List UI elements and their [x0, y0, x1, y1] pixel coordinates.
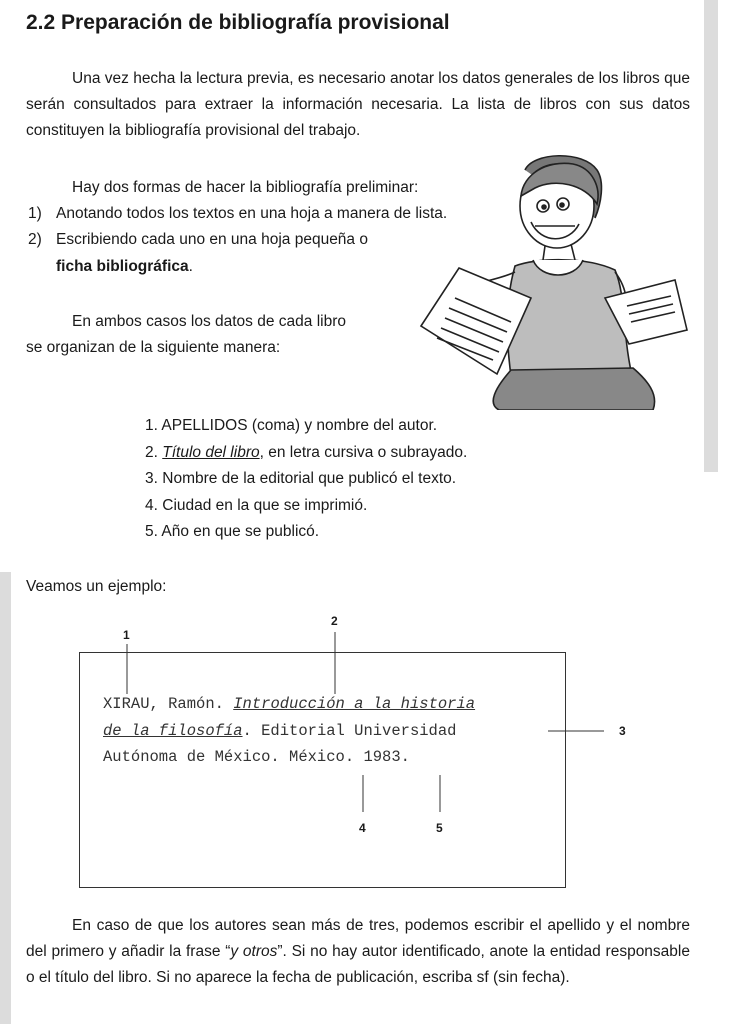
closing-paragraph [26, 913, 690, 991]
list-item-num: 1. [145, 417, 158, 434]
reference-author: XIRAU, Ramón. [103, 695, 234, 713]
ficha-term: ficha bibliográfica [56, 258, 189, 275]
callout-number-4: 4 [359, 821, 366, 835]
callout-number-5: 5 [436, 821, 443, 835]
closing-emphasis: y otros [230, 943, 278, 960]
list-item-text: APELLIDOS (coma) y nombre del autor. [161, 417, 438, 434]
list-item-num: 4. [145, 496, 158, 514]
forms-lead: Hay dos formas de hacer la bibliografía preliminar: [72, 179, 419, 196]
callout-number-1: 1 [123, 628, 130, 642]
reference-line-3: Autónoma de México. México. 1983. [103, 748, 410, 766]
ficha-period: . [188, 258, 193, 275]
list-item-num: 2. [145, 443, 158, 461]
forms-item-1-text: Anotando todos los textos en una hoja a manera de lista. [56, 205, 448, 222]
list-item-num: 5. [145, 523, 158, 540]
organize-line-2: se organizan de la siguiente manera: [26, 339, 281, 356]
closing-part-2: ”. Si no hay autor identificado, anote la entidad responsable o el título del libro. Si no aparece la fecha de publicación, escriba sf (sin fecha). [26, 943, 690, 986]
reference-title-part-1: Introducción a la historia [233, 695, 476, 713]
forms-item-1-num: 1) [28, 205, 42, 222]
callout-number-3: 3 [619, 724, 626, 738]
list-item-text: Año en que se publicó. [161, 523, 320, 540]
section-title: 2.2 Preparación de bibliografía provisional [26, 11, 450, 34]
list-item-text: , en letra cursiva o subrayado. [259, 443, 468, 461]
list-item-text: Ciudad en la que se imprimió. [162, 496, 368, 514]
reference-title-part-2: de la filosofía [103, 722, 243, 740]
callout-number-2: 2 [331, 614, 338, 628]
forms-item-2-num: 2) [28, 231, 42, 248]
list-item-emphasis: Título del libro [162, 443, 260, 461]
forms-item-2-text: Escribiendo cada uno en una hoja pequeña o [56, 231, 368, 248]
reference-publisher: . Editorial Universidad [242, 722, 457, 740]
list-item-text: Nombre de la editorial que publicó el texto. [162, 470, 457, 487]
example-label: Veamos un ejemplo: [26, 578, 167, 595]
intro-paragraph: Una vez hecha la lectura previa, es necesario anotar los datos generales de los libros que serán consultados para extraer la información necesaria. La lista de libros con sus datos constituyen la bibliografía provisional del trabajo. [26, 70, 690, 139]
closing-part-1: En caso de que los autores sean más de tres, podemos escribir el apellido y el nombre del primero y añadir la frase “ [26, 917, 690, 960]
list-item-num: 3. [145, 470, 158, 487]
organize-line-1: En ambos casos los datos de cada libro [72, 313, 346, 330]
